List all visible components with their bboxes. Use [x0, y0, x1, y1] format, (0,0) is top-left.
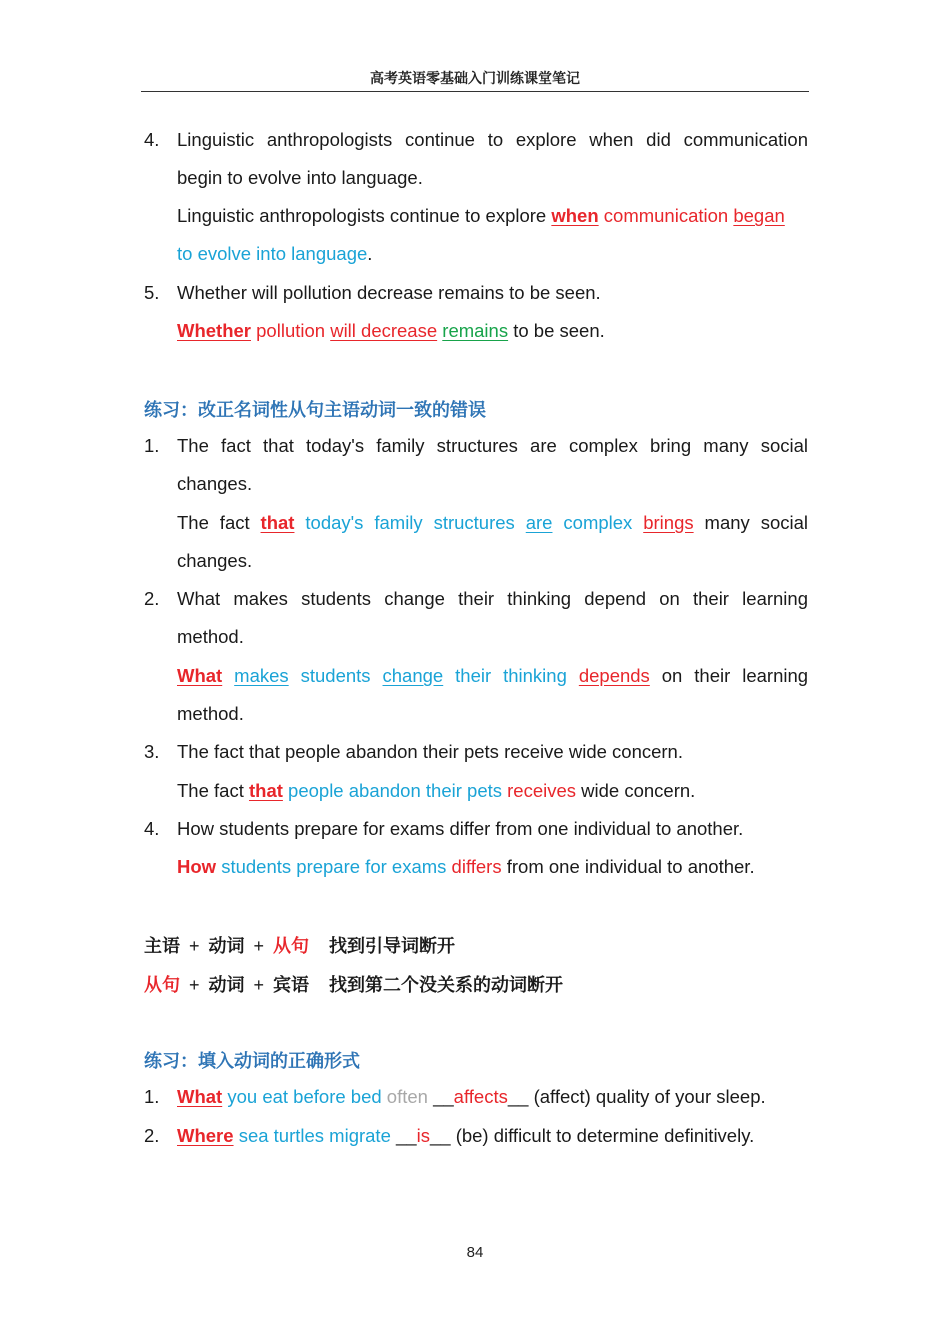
formula-part: 主语 — [144, 936, 180, 956]
conjunction-highlight: when — [551, 205, 599, 226]
conjunction-highlight: Whether — [177, 320, 251, 341]
plus-sign: + — [253, 936, 265, 956]
conjunction-highlight: Where — [177, 1125, 234, 1146]
item-number: 1. — [144, 435, 160, 456]
answer-text: The fact that people abandon their pets receives wide concern. — [177, 780, 696, 801]
clause-verb-highlight: makes — [234, 665, 289, 686]
conjunction-highlight: How — [177, 856, 217, 877]
formula-part-highlight: 从句 — [273, 936, 310, 956]
exercise-text: Where sea turtles migrate __is__ (be) difficult to determine definitively. — [177, 1125, 755, 1146]
main-verb-highlight: brings — [643, 512, 694, 533]
question-text: Linguistic anthropologists continue to explore when did communication — [177, 129, 808, 150]
main-verb-highlight: differs — [451, 856, 502, 877]
item-number: 4. — [144, 129, 160, 150]
verb-highlight: began — [733, 205, 785, 226]
conjunction-highlight: What — [177, 665, 223, 686]
question-text: changes. — [177, 473, 253, 494]
conjunction-highlight: that — [248, 780, 283, 801]
verb-highlight: will decrease — [330, 320, 438, 341]
section-heading-fill-verb-form: 练习：填入动词的正确形式 — [144, 1051, 360, 1071]
formula-note: 找到引导词断开 — [329, 936, 456, 956]
answer-blank: is — [416, 1125, 430, 1146]
clause-highlight: you eat before bed — [227, 1086, 382, 1107]
formula-part: 动词 — [208, 975, 245, 995]
plus-sign: + — [253, 975, 265, 995]
question-text: method. — [177, 626, 244, 647]
adverb-highlight: often — [386, 1086, 428, 1107]
item-number: 1. — [144, 1086, 160, 1107]
conjunction-highlight: What — [177, 1086, 223, 1107]
question-text: Whether will pollution decrease remains to be seen. — [177, 282, 601, 303]
answer-blank: affects — [453, 1086, 508, 1107]
answer-text: What makes students change their thinking depends on their learning — [177, 665, 809, 686]
main-verb-highlight: receives — [507, 780, 577, 801]
answer-text: Whether pollution will decrease remains to be seen. — [177, 320, 605, 341]
page-number: 84 — [466, 1244, 484, 1261]
main-verb-highlight: depends — [578, 665, 650, 686]
question-text: How students prepare for exams differ from one individual to another. — [177, 818, 744, 839]
item-number: 4. — [144, 818, 160, 839]
formula-part: 宾语 — [273, 975, 310, 995]
clause-verb-highlight: change — [382, 665, 444, 686]
clause-verb-highlight: are — [525, 512, 553, 533]
clause-highlight: people abandon their pets — [288, 780, 502, 801]
answer-text: How students prepare for exams differs from one individual to another. — [177, 856, 755, 877]
subject-highlight: communication — [603, 205, 729, 226]
main-verb-highlight: remains — [442, 320, 509, 341]
formula-line-subject-verb-clause — [144, 932, 455, 958]
answer-text: to evolve into language. — [177, 243, 373, 264]
formula-line-clause-verb-object — [144, 971, 563, 997]
answer-text: method. — [177, 703, 244, 724]
formula-note: 找到第二个没关系的动词断开 — [329, 975, 564, 995]
formula-part: 动词 — [208, 936, 245, 956]
clause-highlight: to evolve into language — [177, 243, 368, 264]
clause-highlight: complex — [563, 512, 633, 533]
formula-part-highlight: 从句 — [144, 975, 180, 995]
subject-highlight: pollution — [256, 320, 326, 341]
answer-text: changes. — [177, 550, 253, 571]
clause-highlight: today's family structures — [305, 512, 515, 533]
header-divider — [141, 91, 809, 92]
item-number: 2. — [144, 588, 160, 609]
question-text: What makes students change their thinking depend on their learning — [177, 588, 808, 609]
clause-highlight: students — [300, 665, 371, 686]
item-number: 5. — [144, 282, 160, 303]
plus-sign: + — [189, 936, 200, 956]
exercise-text: What you eat before bed often __affects__ (affect) quality of your sleep. — [177, 1086, 766, 1107]
answer-text: Linguistic anthropologists continue to explore when communication began — [177, 205, 785, 226]
item-number: 3. — [144, 741, 160, 762]
plus-sign: + — [189, 975, 200, 995]
question-text: begin to evolve into language. — [177, 167, 423, 188]
question-text: The fact that people abandon their pets receive wide concern. — [177, 741, 683, 762]
clause-highlight: their thinking — [455, 665, 567, 686]
clause-highlight: students prepare for exams — [221, 856, 447, 877]
answer-text: The fact that today's family structures are complex brings many social — [177, 512, 808, 533]
conjunction-highlight: that — [260, 512, 295, 533]
question-text: The fact that today's family structures are complex bring many social — [177, 435, 808, 456]
clause-highlight: sea turtles migrate — [238, 1125, 391, 1146]
page-header-title: 高考英语零基础入门训练课堂笔记 — [370, 70, 580, 86]
section-heading-subject-verb-agreement: 练习：改正名词性从句主语动词一致的错误 — [144, 400, 486, 420]
item-number: 2. — [144, 1125, 160, 1146]
